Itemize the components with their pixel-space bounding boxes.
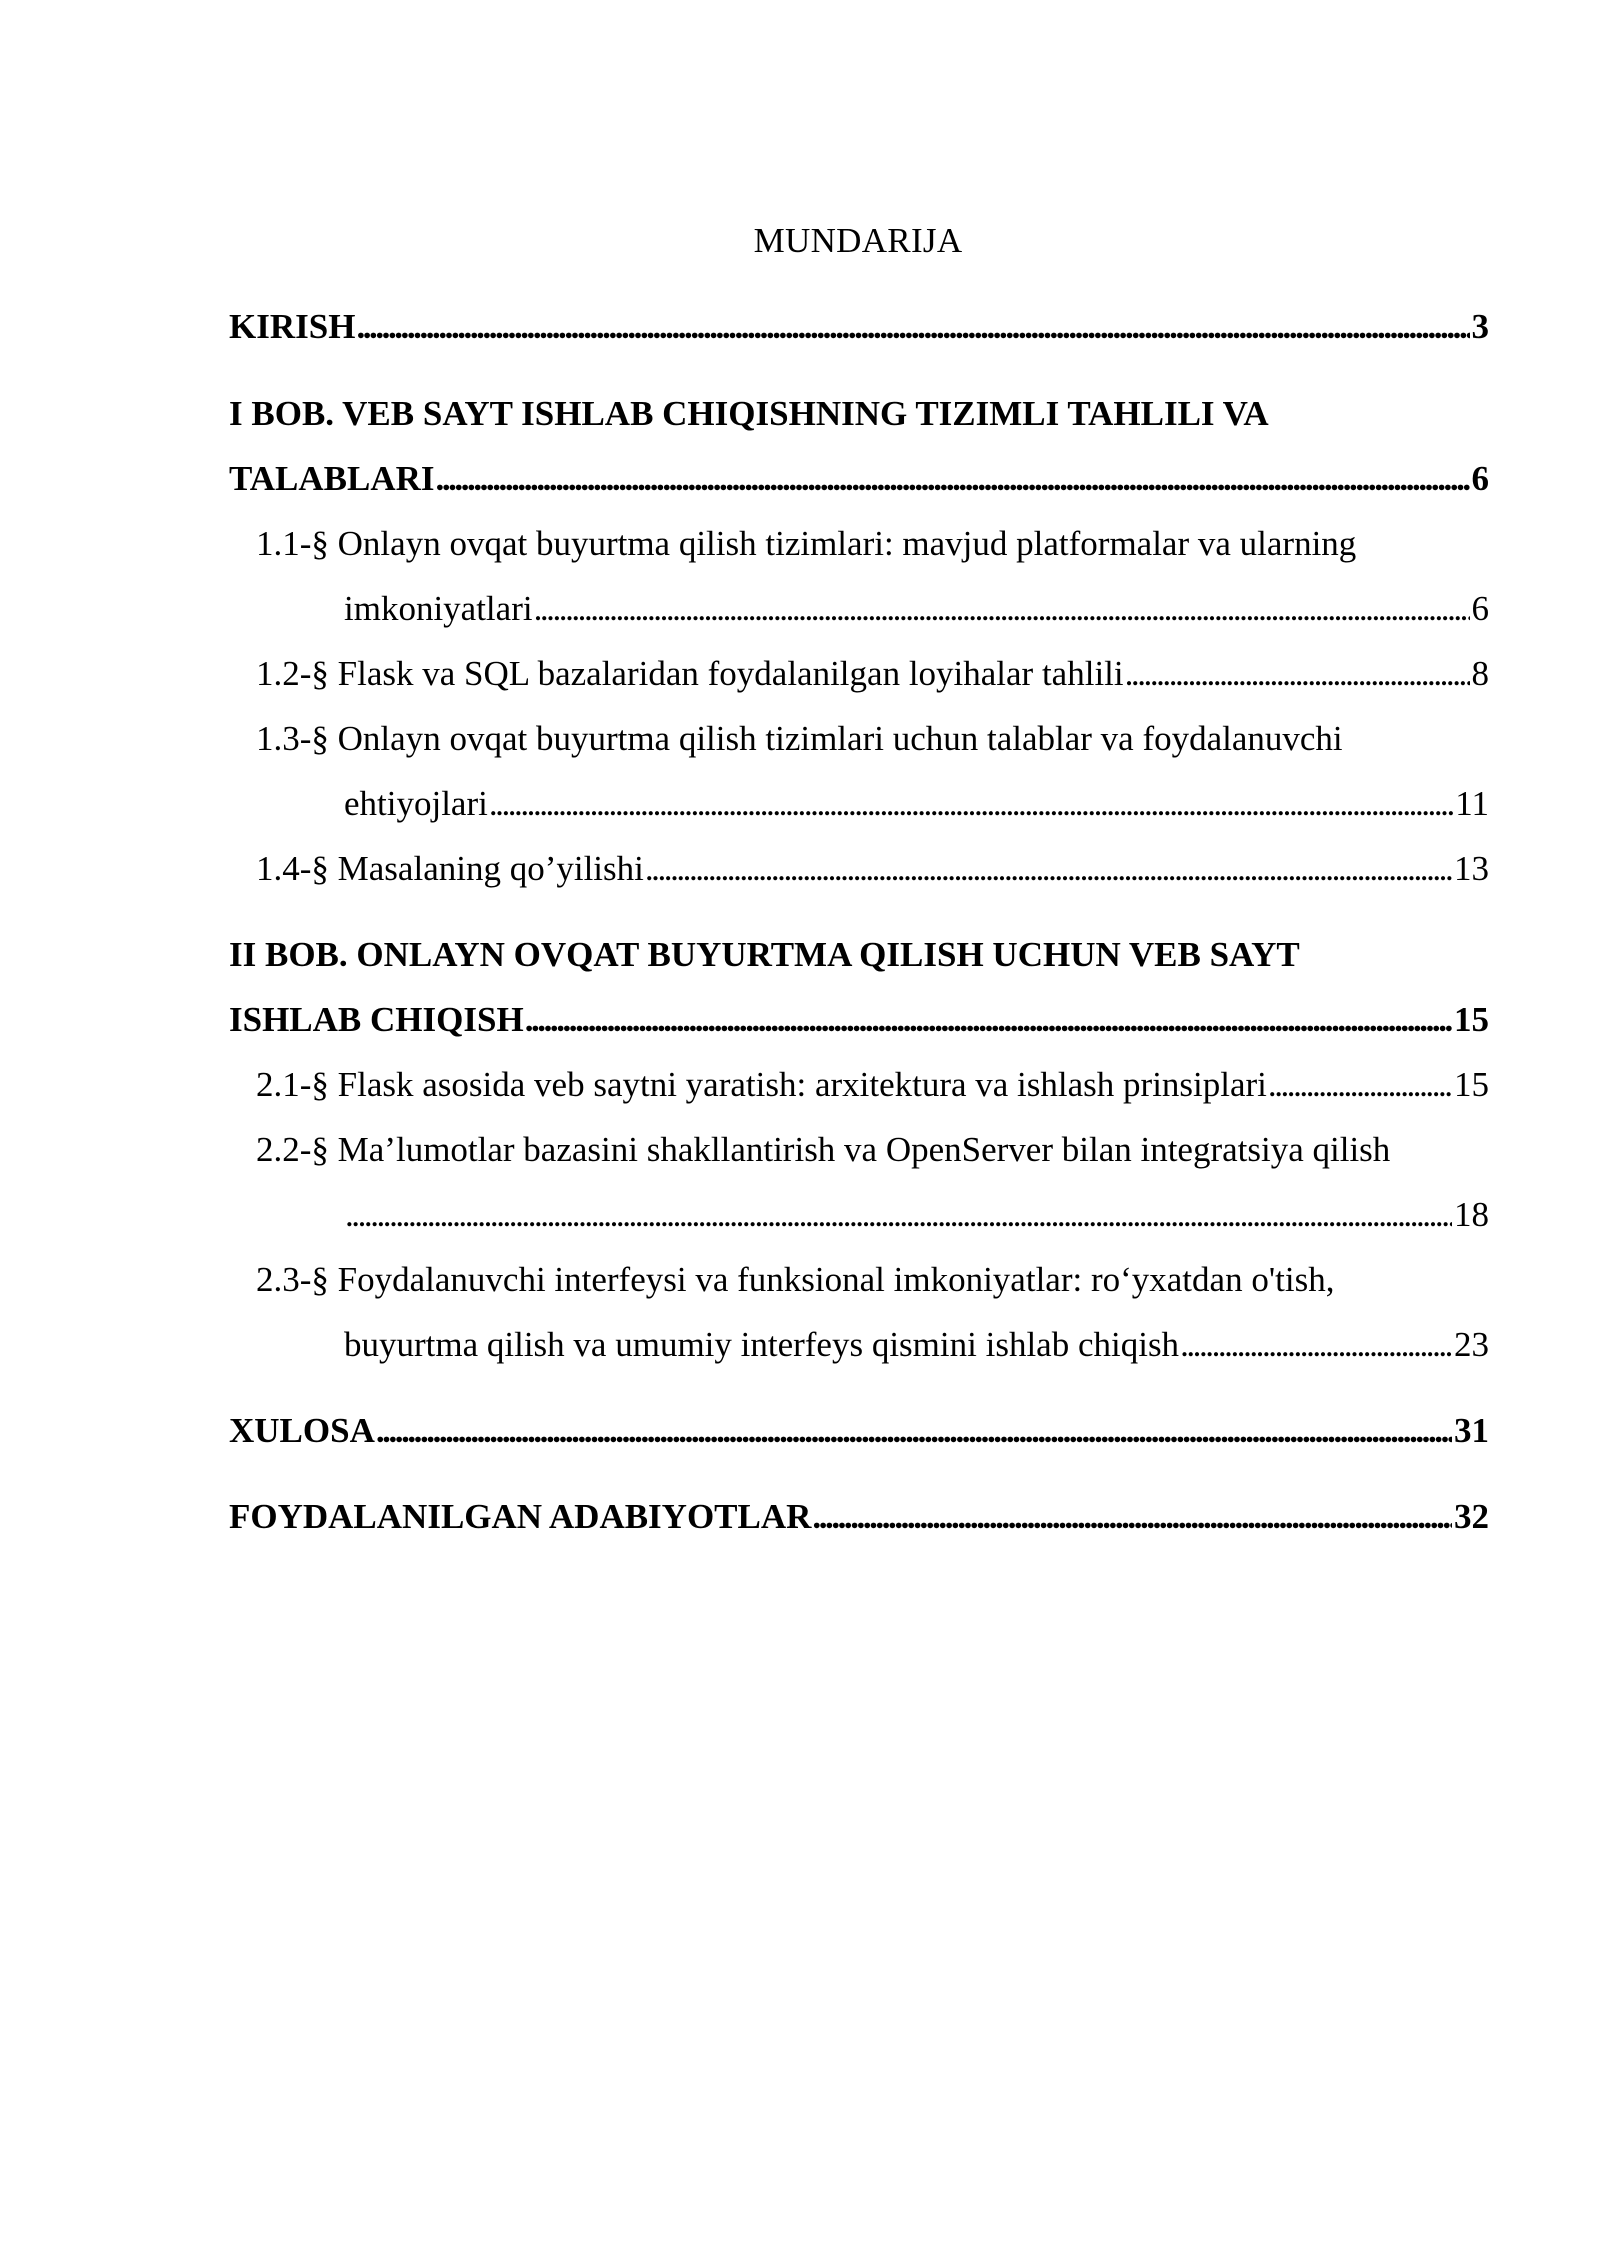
toc-entry-text: II BOB. ONLAYN OVQAT BUYURTMA QILISH UCHUN VEB SAYT: [229, 935, 1300, 974]
toc-entry-text: 2.2-§ Ma’lumotlar bazasini shakllantirish va OpenServer bilan integratsiya qilish: [256, 1130, 1391, 1169]
toc-entry-text: imkoniyatlari: [344, 589, 533, 628]
toc-entry-text: TALABLARI: [229, 459, 435, 498]
toc-entry-text: 1.4-§ Masalaning qo’yilishi: [256, 849, 644, 888]
toc-page-number: 3: [1471, 307, 1489, 346]
toc-chapter-2-title: [229, 932, 1489, 978]
toc-entry-text: ISHLAB CHIQISH: [229, 1000, 524, 1039]
toc-page-number: 8: [1471, 654, 1489, 693]
toc-title: MUNDARIJA: [753, 221, 963, 260]
toc-entry-text: ehtiyojlari: [344, 784, 488, 823]
toc-page-number: 23: [1454, 1325, 1489, 1364]
toc-section-2-3-line: [344, 1322, 1489, 1368]
dot-leader: [534, 586, 1470, 632]
toc-page-number: 13: [1454, 849, 1489, 888]
toc-entry-text: KIRISH: [229, 307, 356, 346]
toc-page-number: 15: [1454, 1000, 1489, 1039]
toc-page-number: 32: [1454, 1497, 1489, 1536]
toc-section-2-2-title: [256, 1127, 1489, 1173]
toc-entry-text: XULOSA: [229, 1411, 375, 1450]
toc-entry-text: 2.1-§ Flask asosida veb saytni yaratish: arxitektura va ishlash prinsiplari: [256, 1065, 1267, 1104]
toc-page-number: 15: [1454, 1065, 1489, 1104]
toc-entry-kirish: [229, 304, 1489, 350]
toc-section-2-2-line: [344, 1192, 1489, 1238]
toc-page-number: 18: [1454, 1195, 1489, 1234]
toc-section-1-1-line: [344, 586, 1489, 632]
toc-section-2-1: [256, 1062, 1489, 1108]
dot-leader: [1180, 1322, 1452, 1368]
toc-entry-text: buyurtma qilish va umumiy interfeys qismini ishlab chiqish: [344, 1325, 1180, 1364]
toc-chapter-2-line: [229, 997, 1489, 1043]
toc-entry-xulosa: [229, 1408, 1489, 1454]
toc-chapter-1-title: [229, 391, 1489, 437]
toc-page-number: 11: [1455, 784, 1489, 823]
dot-leader: [1125, 651, 1470, 697]
toc-section-1-4: [256, 846, 1489, 892]
toc-entry-text: 2.3-§ Foydalanuvchi interfeysi va funksional imkoniyatlar: ro‘yxatdan o'tish,: [256, 1260, 1335, 1299]
toc-entry-adabiyotlar: [229, 1494, 1489, 1540]
toc-entry-text: 1.2-§ Flask va SQL bazalaridan foydalanilgan loyihalar tahlili: [256, 654, 1124, 693]
toc-chapter-1-line: [229, 456, 1489, 502]
toc-section-2-3-title: [256, 1257, 1489, 1303]
toc-entry-text: 1.3-§ Onlayn ovqat buyurtma qilish tizimlari uchun talablar va foydalanuvchi: [256, 719, 1343, 758]
dot-leader: [376, 1408, 1452, 1454]
toc-section-1-1-title: [256, 521, 1489, 567]
dot-leader: [345, 1192, 1452, 1238]
dot-leader: [436, 456, 1470, 502]
toc-section-1-3-title: [256, 716, 1489, 762]
toc-entry-text: FOYDALANILGAN ADABIYOTLAR: [229, 1497, 812, 1536]
toc-page-number: 6: [1471, 459, 1489, 498]
toc-page-number: 31: [1454, 1411, 1489, 1450]
dot-leader: [356, 304, 1469, 350]
toc-section-1-3-line: [344, 781, 1489, 827]
toc-entry-text: 1.1-§ Onlayn ovqat buyurtma qilish tizimlari: mavjud platformalar va ularning: [256, 524, 1357, 563]
toc-entry-text: I BOB. VEB SAYT ISHLAB CHIQISHNING TIZIMLI TAHLILI VA: [229, 394, 1269, 433]
dot-leader: [525, 997, 1452, 1043]
dot-leader: [489, 781, 1453, 827]
toc-page-number: 6: [1471, 589, 1489, 628]
dot-leader: [812, 1494, 1452, 1540]
toc-section-1-2: [256, 651, 1489, 697]
dot-leader: [1268, 1062, 1452, 1108]
dot-leader: [645, 846, 1452, 892]
